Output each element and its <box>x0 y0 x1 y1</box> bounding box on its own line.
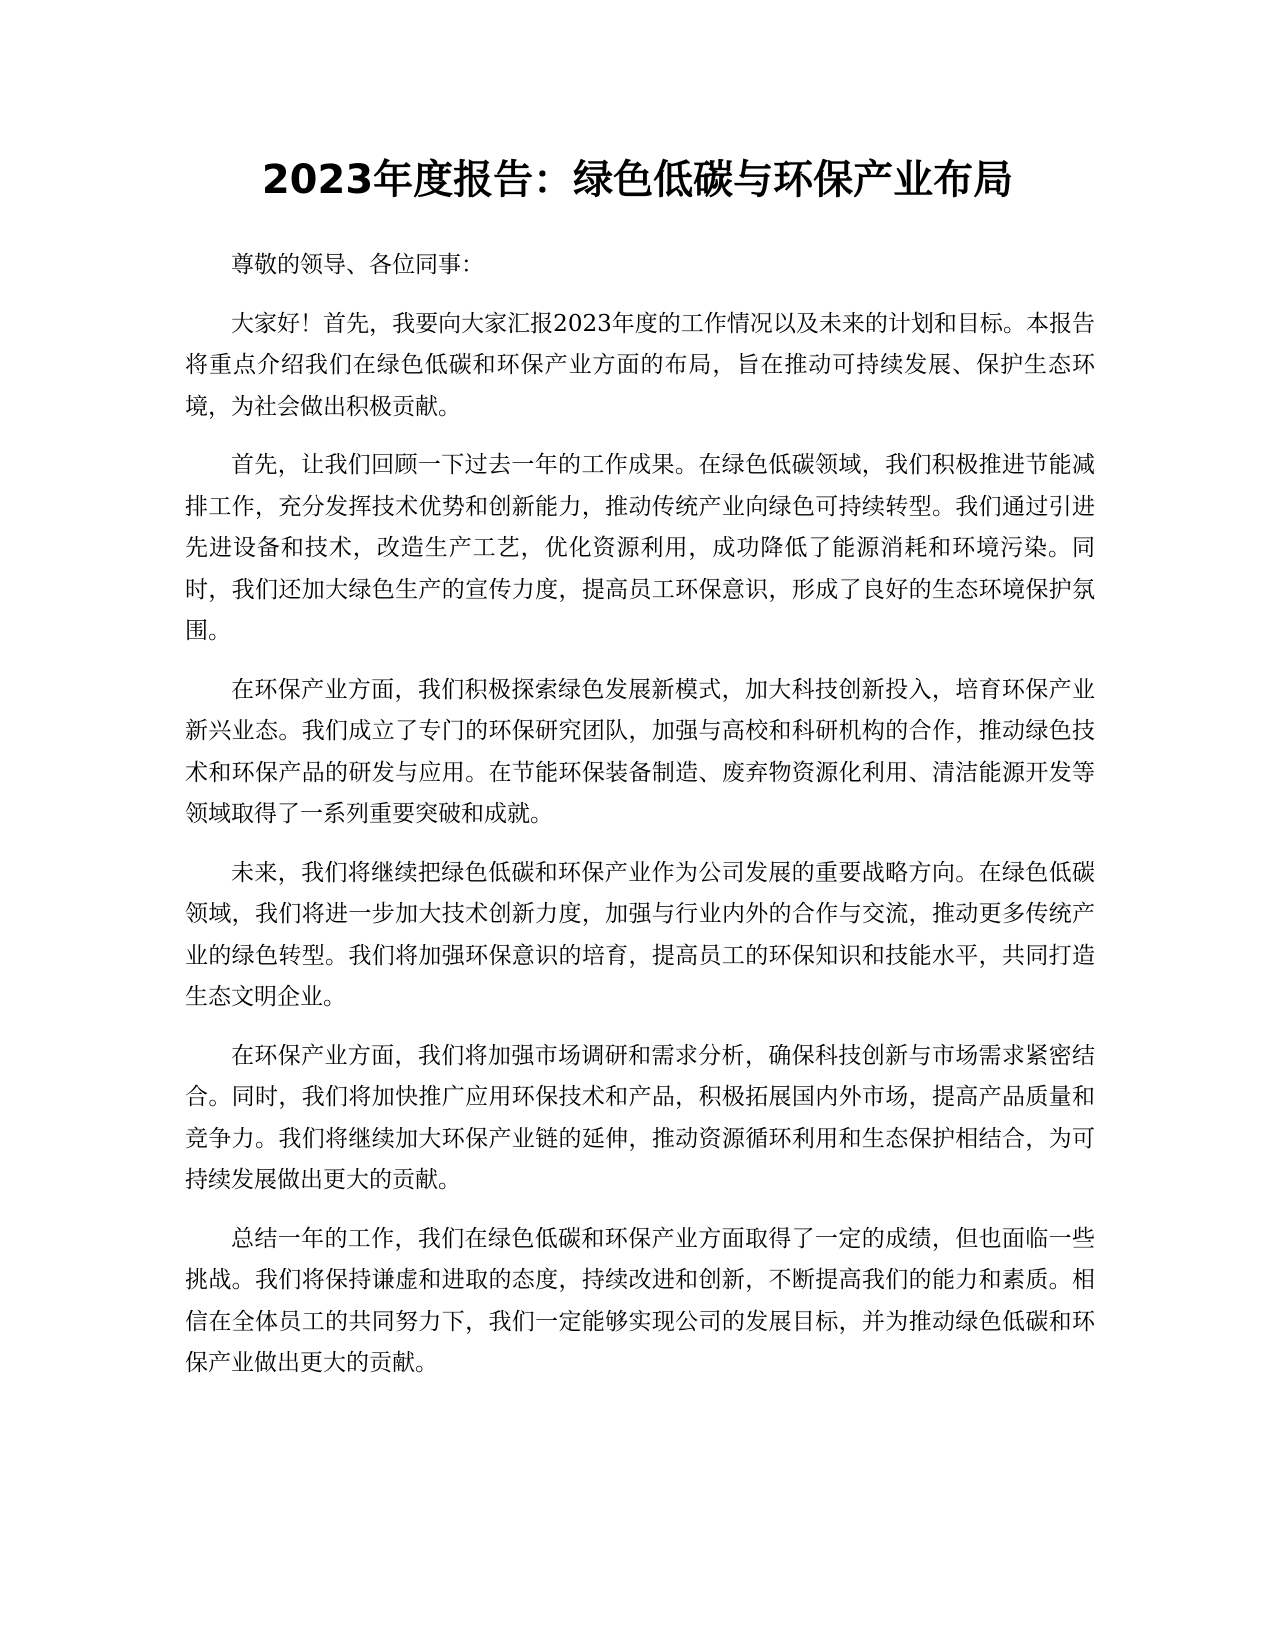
greeting-line: 尊敬的领导、各位同事： <box>231 252 484 278</box>
paragraph-market: 在环保产业方面，我们将加强市场调研和需求分析，确保科技创新与市场需求紧密结合。同时，我们将加快推广应用环保技术和产品，积极拓展国内外市场，提高产品质量和竞争力。我们将继续加大环保产业链的延伸，推动资源循环利用和生态保护相结合，为可持续发展做出更大的贡献。 <box>185 1042 1095 1193</box>
paragraph-review: 首先，让我们回顾一下过去一年的工作成果。在绿色低碳领域，我们积极推进节能减排工作，充分发挥技术优势和创新能力，推动传统产业向绿色可持续转型。我们通过引进先进设备和技术，改造生产工艺，优化资源利用，成功降低了能源消耗和环境污染。同时，我们还加大绿色生产的宣传力度，提高员工环保意识，形成了良好的生态环境保护氛围。 <box>185 452 1095 644</box>
paragraph-future: 未来，我们将继续把绿色低碳和环保产业作为公司发展的重要战略方向。在绿色低碳领域，我们将进一步加大技术创新力度，加强与行业内外的合作与交流，推动更多传统产业的绿色转型。我们将加强环保意识的培育，提高员工的环保知识和技能水平，共同打造生态文明企业。 <box>185 859 1095 1010</box>
page-title: 2023年度报告：绿色低碳与环保产业布局 <box>261 157 1014 203</box>
paragraph-env-industry: 在环保产业方面，我们积极探索绿色发展新模式，加大科技创新投入，培育环保产业新兴业态。我们成立了专门的环保研究团队，加强与高校和科研机构的合作，推动绿色技术和环保产品的研发与应用。在节能环保装备制造、废弃物资源化利用、清洁能源开发等领域取得了一系列重要突破和成就。 <box>185 676 1095 827</box>
paragraph-intro: 大家好！首先，我要向大家汇报2023年度的工作情况以及未来的计划和目标。本报告将重点介绍我们在绿色低碳和环保产业方面的布局，旨在推动可持续发展、保护生态环境，为社会做出积极贡献。 <box>185 310 1095 420</box>
paragraph-summary: 总结一年的工作，我们在绿色低碳和环保产业方面取得了一定的成绩，但也面临一些挑战。我们将保持谦虚和进取的态度，持续改进和创新，不断提高我们的能力和素质。相信在全体员工的共同努力下，我们一定能够实现公司的发展目标，并为推动绿色低碳和环保产业做出更大的贡献。 <box>185 1225 1095 1376</box>
document-body <box>185 245 1095 1402</box>
